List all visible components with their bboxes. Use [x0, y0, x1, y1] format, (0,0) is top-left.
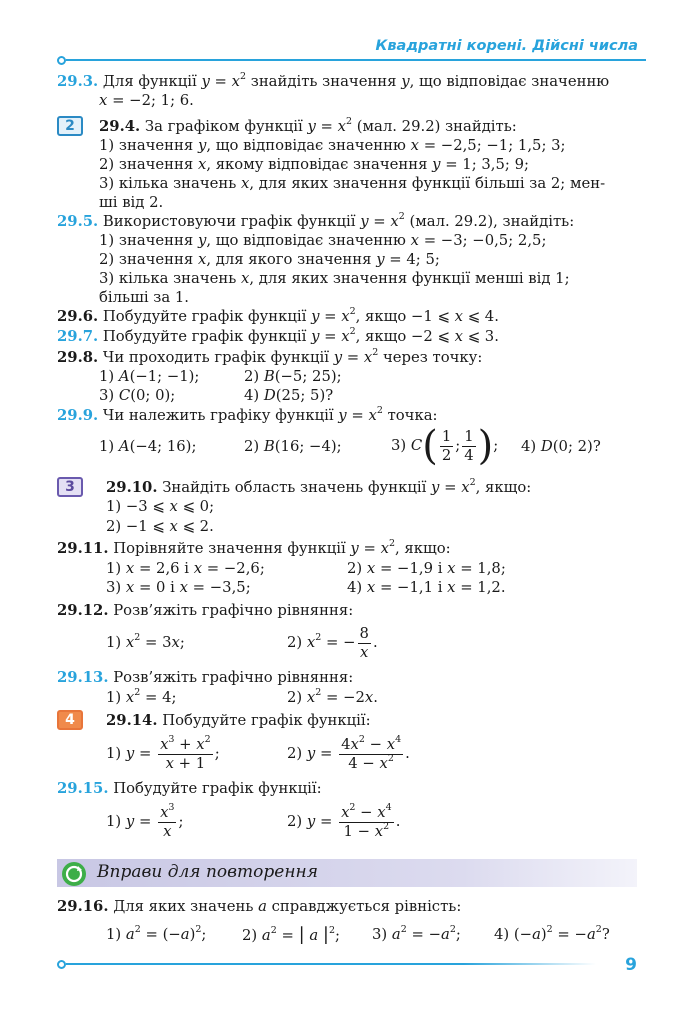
exercise-29-11: 29.11. Порівняйте значення функції $y = x^2$, якщо: — [57, 538, 451, 557]
exercise-29-13-a1: 1) $x^2 = 4$; — [106, 687, 177, 706]
exercise-29-8-a4: 4) D(25; 5)? — [244, 387, 334, 404]
level-4-icon: 4 — [57, 710, 83, 730]
exercise-29-5-item1: 1) значення y, що відповідає значенню x = −3; −0,5; 2,5; — [99, 232, 547, 249]
exercise-29-5-item3-cont: більші за 1. — [99, 289, 190, 306]
exercise-29-5-item3: 3) кількa значень x, для яких значення функції менші від 1; — [99, 270, 570, 287]
footer-rule — [66, 963, 596, 965]
exercise-29-15-a2: 2) y = $\frac{x^2 - x^4}{1 - x^2}$ . — [287, 801, 401, 840]
exercise-29-16-a3: 3) $a^2 = -a^2$; — [372, 924, 461, 943]
exercise-29-5-item2: 2) значення x, для якого значення y = 4; 5; — [99, 251, 440, 268]
exercise-29-16-a4: 4) $(-a)^2 = -a^2$? — [494, 924, 610, 943]
exercise-29-16: 29.16. Для яких значень a справджується рівність: — [57, 898, 462, 915]
exercise-29-16-a1: 1) $a^2 = (-a)^2$; — [106, 924, 207, 943]
exercise-29-9-a1: 1) A(−4; 16); — [99, 438, 197, 455]
exercise-29-12-a2: 2) $x^2$ = − $\frac{8}{x}$ . — [287, 624, 378, 661]
exercise-29-15-a1: 1) y = $\frac{x^3}{x}$ ; — [106, 801, 184, 840]
exercise-29-8-a2: 2) B(−5; 25); — [244, 368, 342, 385]
footer-dot-icon — [57, 960, 66, 969]
exercise-29-16-a2: 2) $a^2$ = | a $|^2$; — [242, 924, 341, 945]
exercise-29-10-item2: 2) −1 ⩽ x ⩽ 2. — [106, 518, 214, 535]
repeat-icon — [61, 861, 87, 887]
exercise-29-12: 29.12. Розв’яжіть графічно рівняння: — [57, 602, 354, 619]
exercise-29-8: 29.8. Чи проходить графік функції $y = x^2$ через точку: — [57, 347, 483, 366]
exercise-29-3: 29.3. Для функції $y = x^2$ знайдіть значення y, що відповідає значенню — [57, 71, 610, 90]
exercise-29-11-a1: 1) x = 2,6 і x = −2,6; — [106, 560, 265, 577]
exercise-29-9-a2: 2) B(16; −4); — [244, 438, 342, 455]
exercise-29-4-item1: 1) значення y, що відповідає значенню x = −2,5; −1; 1,5; 3; — [99, 137, 566, 154]
exercise-29-11-a3: 3) x = 0 і x = −3,5; — [106, 579, 251, 596]
exercise-29-10: 29.10. Знайдіть область значень функції $y = x^2$, якщо: — [106, 477, 532, 496]
exercise-29-14: 29.14. Побудуйте графік функції: — [106, 712, 371, 729]
running-header: Квадратні корені. Дійсні числа — [375, 38, 638, 54]
exercise-29-4: 29.4. За графіком функції $y = x^2$ (мал. 29.2) знайдіть: — [99, 116, 517, 135]
page-number: 9 — [625, 955, 637, 975]
exercise-29-14-a1: 1) y = $\frac{x^3 + x^2}{x + 1}$ ; — [106, 733, 220, 772]
exercise-29-11-a4: 4) x = −1,1 і x = 1,2. — [347, 579, 506, 596]
exercise-29-9-a4: 4) D(0; 2)? — [521, 438, 601, 455]
exercise-29-4-item3: 3) кількa значень x, для яких значення функції більші за 2; мен- — [99, 175, 606, 192]
exercise-29-12-a1: 1) $x^2 = 3x$; — [106, 632, 185, 651]
exercise-29-15: 29.15. Побудуйте графік функції: — [57, 780, 322, 797]
header-dot-icon — [57, 56, 66, 65]
exercise-29-7: 29.7. Побудуйте графік функції $y = x^2$, якщо −2 ⩽ x ⩽ 3. — [57, 326, 499, 345]
exercise-29-9-a3: 3) C( $\frac{1}{2}$ ; $\frac{1}{4}$ ); — [391, 423, 499, 469]
level-3-icon: 3 — [57, 477, 83, 497]
exercise-29-4-item2: 2) значення x, якому відповідає значення y = 1; 3,5; 9; — [99, 156, 530, 173]
exercise-29-10-item1: 1) −3 ⩽ x ⩽ 0; — [106, 498, 215, 515]
exercise-29-8-a3: 3) C(0; 0); — [99, 387, 176, 404]
exercise-29-5: 29.5. Використовуючи графік функції $y = x^2$ (мал. 29.2), знайдіть: — [57, 211, 575, 230]
exercise-29-13: 29.13. Розв’яжіть графічно рівняння: — [57, 669, 354, 686]
exercise-29-3-line2: x = −2; 1; 6. — [99, 92, 194, 109]
exercise-29-14-a2: 2) y = $\frac{4x^2 - x^4}{4 - x^2}$ . — [287, 733, 410, 772]
exercise-29-13-a2: 2) $x^2 = -2x$. — [287, 687, 378, 706]
exercise-number: 29.3. — [57, 73, 99, 90]
exercise-29-8-a1: 1) A(−1; −1); — [99, 368, 200, 385]
exercise-29-6: 29.6. Побудуйте графік функції $y = x^2$, якщо −1 ⩽ x ⩽ 4. — [57, 306, 499, 325]
exercise-29-11-a2: 2) x = −1,9 і x = 1,8; — [347, 560, 506, 577]
exercise-29-4-item3-cont: ші від 2. — [99, 194, 164, 211]
level-2-icon: 2 — [57, 116, 83, 136]
section-title: Вправи для повторення — [97, 862, 318, 882]
exercise-29-9: 29.9. Чи належить графіку функції $y = x^2$ точка: — [57, 405, 438, 424]
header-rule — [66, 59, 646, 61]
